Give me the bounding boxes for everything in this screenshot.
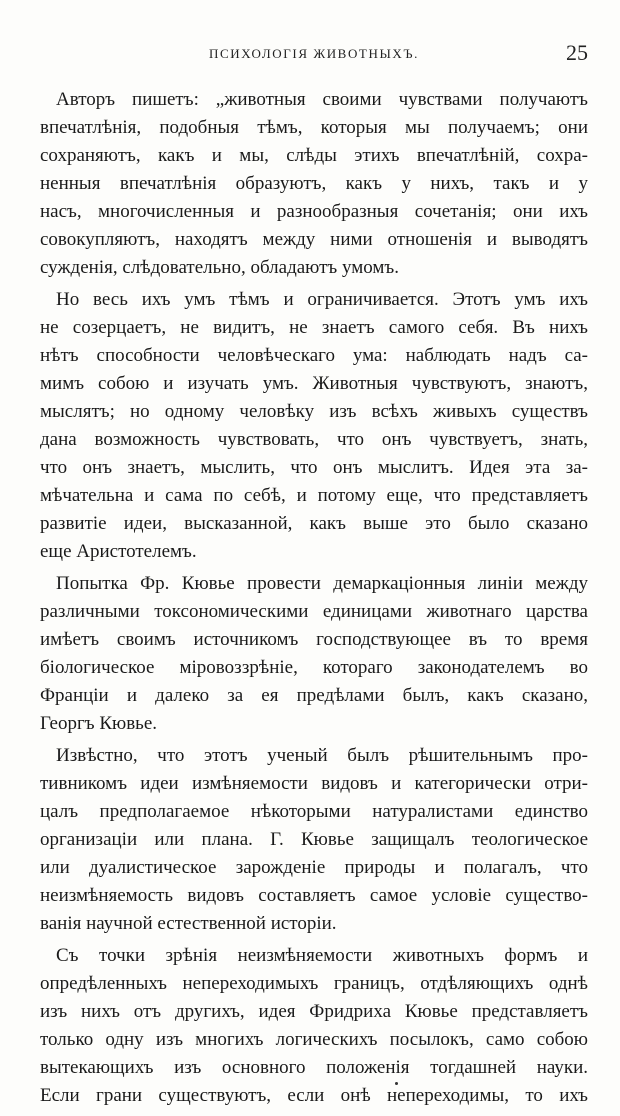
text-line: Авторъ пишетъ: „животныя своими чувствами получаютъ bbox=[56, 89, 588, 110]
text-line: организаціи или плана. Г. Кювье защищалъ теологическое bbox=[40, 829, 588, 850]
text-line: Извѣстно, что этотъ ученый былъ рѣшительнымъ про- bbox=[56, 745, 588, 766]
text-line: только одну изъ многихъ логическихъ посылокъ, само собою bbox=[40, 1029, 588, 1050]
running-title: ПСИХОЛОГІЯ ЖИВОТНЫХЪ. bbox=[208, 46, 420, 61]
text-line: Если грани существуютъ, если онѣ непереходимы, то ихъ bbox=[40, 1085, 588, 1106]
text-line: Но весь ихъ умъ тѣмъ и ограничивается. Этотъ умъ ихъ bbox=[56, 289, 588, 310]
text-line: мѣчательна и сама по себѣ, и потому еще, что представляетъ bbox=[40, 485, 588, 506]
text-line: Франціи и далеко за ея предѣлами былъ, какъ сказано, bbox=[40, 685, 588, 706]
text-line: изъ нихъ отъ другихъ, идея Фридриха Кювье представляетъ bbox=[40, 1001, 588, 1022]
text-line: еще Аристотелемъ. bbox=[40, 541, 197, 562]
text-line: или дуалистическое зарожденіе природы и полагалъ, что bbox=[40, 857, 588, 878]
text-line: развитіе идеи, высказанной, какъ выше это было сказано bbox=[40, 513, 588, 534]
text-line: ненныя впечатлѣнія образуютъ, какъ у нихъ, такъ и у bbox=[40, 173, 588, 194]
text-line: что онъ знаетъ, мыслить, что онъ мыслитъ. Идея эта за- bbox=[40, 457, 588, 478]
running-header bbox=[40, 40, 588, 70]
paragraph bbox=[40, 570, 588, 738]
text-line: ванія научной естественной исторіи. bbox=[40, 913, 337, 934]
text-line: различными токсономическими единицами животнаго царства bbox=[40, 601, 588, 622]
text-line: Георгъ Кювье. bbox=[40, 713, 158, 734]
print-speck bbox=[395, 1082, 398, 1085]
text-line: совокупляютъ, находятъ между ними отношенія и выводятъ bbox=[40, 229, 588, 250]
text-line: вытекающихъ изъ основного положенія тогдашней науки. bbox=[40, 1057, 588, 1078]
paragraph bbox=[40, 742, 588, 938]
text-line: Съ точки зрѣнія неизмѣняемости животныхъ формъ и bbox=[56, 945, 588, 966]
paragraph bbox=[40, 942, 588, 1110]
text-line: имѣетъ своимъ источникомъ господствующее въ то время bbox=[40, 629, 588, 650]
text-line: цалъ предполагаемое нѣкоторыми натуралистами единство bbox=[40, 801, 588, 822]
text-line: неизмѣняемость видовъ составляетъ самое условіе существо- bbox=[40, 885, 588, 906]
text-line: нѣтъ способности человѣческаго ума: наблюдать надъ са- bbox=[40, 345, 588, 366]
text-line: не созерцаетъ, не видитъ, не знаетъ самого себя. Въ нихъ bbox=[40, 317, 588, 338]
paragraph bbox=[40, 86, 588, 282]
text-line: сохраняютъ, какъ и мы, слѣды этихъ впечатлѣній, сохра- bbox=[40, 145, 588, 166]
text-line: Попытка Фр. Кювье провести демаркаціонныя линіи между bbox=[56, 573, 588, 594]
text-line: опредѣленныхъ непереходимыхъ границъ, отдѣляющихъ однѣ bbox=[40, 973, 588, 994]
text-line: сужденія, слѣдовательно, обладаютъ умомъ. bbox=[40, 257, 399, 278]
text-line: впечатлѣнія, подобныя тѣмъ, которыя мы получаемъ; они bbox=[40, 117, 588, 138]
text-line: мимъ собою и изучать умъ. Животныя чувствуютъ, знаютъ, bbox=[40, 373, 588, 394]
text-line: мыслятъ; но одному человѣку изъ всѣхъ живыхъ существъ bbox=[40, 401, 588, 422]
paragraph bbox=[40, 286, 588, 566]
body-text bbox=[40, 86, 588, 1114]
text-line: біологическое міровоззрѣніе, котораго законодателемъ во bbox=[40, 657, 588, 678]
page-number: 25 bbox=[566, 40, 588, 65]
text-line: тивникомъ идеи измѣняемости видовъ и категорически отри- bbox=[40, 773, 588, 794]
text-line: насъ, многочисленныя и разнообразныя сочетанія; они ихъ bbox=[40, 201, 588, 222]
text-line: дана возможность чувствовать, что онъ чувствуетъ, знать, bbox=[40, 429, 588, 450]
